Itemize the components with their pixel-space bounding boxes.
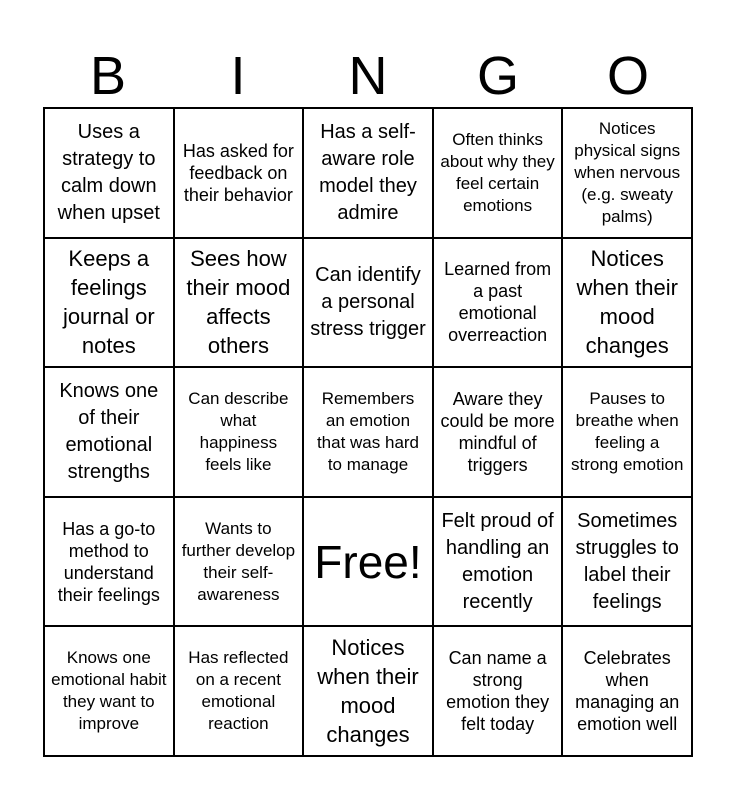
bingo-cell-text: Notices when their mood changes bbox=[576, 246, 678, 359]
bingo-cell-text: Can name a strong emotion they felt today bbox=[446, 648, 550, 735]
bingo-cell[interactable] bbox=[174, 108, 304, 238]
bingo-cell-text: Has a self-aware role model they admire bbox=[319, 120, 417, 224]
bingo-cell[interactable] bbox=[562, 497, 692, 627]
bingo-cell[interactable] bbox=[174, 497, 304, 627]
bingo-cell[interactable] bbox=[433, 497, 563, 627]
bingo-cell-text: Can describe what happiness feels like bbox=[188, 388, 289, 474]
bingo-cell-text: Celebrates when managing an emotion well bbox=[575, 648, 680, 735]
title-letter-n: N bbox=[348, 46, 388, 106]
bingo-cell-text: Aware they could be more mindful of triggers bbox=[440, 388, 555, 475]
title-letter-o: O bbox=[606, 46, 649, 106]
bingo-cell-text: Pauses to breathe when feeling a strong emotion bbox=[570, 388, 684, 474]
bingo-cell-text: Notices when their mood changes bbox=[317, 635, 419, 748]
bingo-cell[interactable] bbox=[303, 367, 433, 497]
bingo-cell-text: Knows one emotional habit they want to improve bbox=[51, 648, 167, 734]
bingo-cell[interactable] bbox=[44, 497, 174, 627]
bingo-cell[interactable] bbox=[174, 626, 304, 756]
bingo-cell[interactable] bbox=[44, 108, 174, 238]
bingo-cell[interactable] bbox=[44, 238, 174, 368]
bingo-cell-text: Keeps a feelings journal or notes bbox=[62, 246, 155, 359]
bingo-cell-text: Learned from a past emotional overreaction bbox=[444, 259, 552, 346]
bingo-cell-text: Sometimes struggles to label their feelings bbox=[575, 509, 679, 613]
bingo-cell[interactable] bbox=[562, 367, 692, 497]
bingo-cell[interactable] bbox=[433, 108, 563, 238]
bingo-cell-text: Wants to further develop their self-awareness bbox=[181, 518, 296, 604]
bingo-cell[interactable] bbox=[44, 367, 174, 497]
bingo-cell-text: Knows one of their emotional strengths bbox=[59, 379, 159, 483]
title-letter-b: B bbox=[89, 46, 127, 106]
bingo-cell[interactable] bbox=[174, 367, 304, 497]
bingo-cell[interactable] bbox=[433, 626, 563, 756]
bingo-cell-text: Sees how their mood affects others bbox=[186, 246, 291, 359]
bingo-cell[interactable] bbox=[303, 238, 433, 368]
bingo-cell-text: Has reflected on a recent emotional reaction bbox=[188, 648, 289, 734]
bingo-cell-text: Remembers an emotion that was hard to manage bbox=[316, 388, 420, 474]
bingo-cell[interactable] bbox=[44, 626, 174, 756]
bingo-cell-text: Has a go-to method to understand their feelings bbox=[57, 518, 160, 605]
free-space-text: Free! bbox=[314, 535, 422, 588]
bingo-cell-text: Notices physical signs when nervous (e.g. sweaty palms) bbox=[574, 118, 681, 226]
bingo-cell[interactable] bbox=[303, 108, 433, 238]
bingo-cell[interactable] bbox=[562, 626, 692, 756]
bingo-cell[interactable] bbox=[433, 367, 563, 497]
bingo-cell[interactable] bbox=[174, 238, 304, 368]
bingo-cell-text: Has asked for feedback on their behavior bbox=[182, 140, 294, 205]
bingo-cell[interactable] bbox=[562, 108, 692, 238]
bingo-cell[interactable] bbox=[562, 238, 692, 368]
bingo-cell[interactable] bbox=[433, 238, 563, 368]
bingo-cell-text: Felt proud of handling an emotion recently bbox=[441, 509, 554, 613]
bingo-cell-text: Uses a strategy to calm down when upset bbox=[57, 120, 160, 224]
title-letter-g: G bbox=[476, 46, 519, 106]
bingo-title bbox=[43, 44, 693, 108]
free-space-cell[interactable] bbox=[303, 497, 433, 627]
bingo-cell[interactable] bbox=[303, 626, 433, 756]
title-letter-i: I bbox=[230, 46, 246, 106]
bingo-cell-text: Often thinks about why they feel certain emotions bbox=[440, 129, 555, 215]
bingo-card-grid bbox=[43, 107, 693, 757]
bingo-cell-text: Can identify a personal stress trigger bbox=[310, 263, 426, 340]
